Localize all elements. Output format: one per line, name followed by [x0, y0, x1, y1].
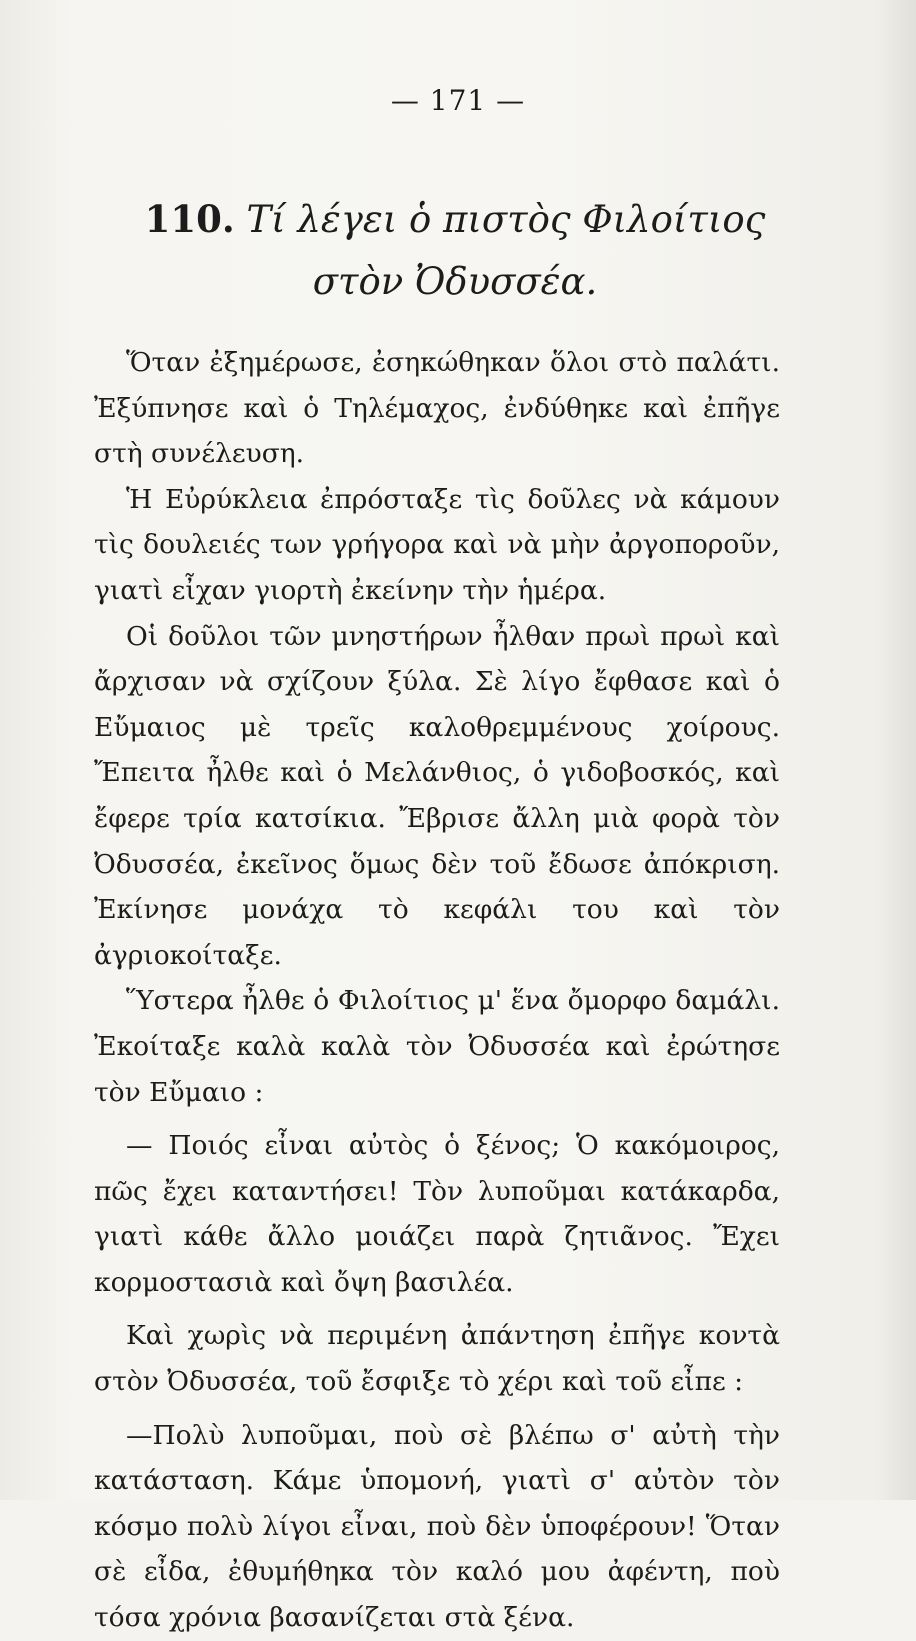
page-number: — 171 — [390, 84, 526, 117]
paragraph: Ὕστερα ἦλθε ὁ Φιλοίτιος μ' ἕνα ὄμορφο δαμάλι. Ἐκοίταξε καλὰ καλὰ τὸν Ὀδυσσέα καὶ ἐρώτησε τὸν Εὔμαιο : [94, 985, 780, 1108]
chapter-title-line-1 [110, 188, 800, 251]
chapter-title [110, 188, 800, 313]
paragraph: Καὶ χωρὶς νὰ περιμένη ἀπάντηση ἐπῆγε κοντὰ στὸν Ὀδυσσέα, τοῦ ἔσφιξε τὸ χέρι καὶ τοῦ εἶπε : [94, 1320, 780, 1398]
paragraph: Ἡ Εὐρύκλεια ἐπρόσταξε τὶς δοῦλες νὰ κάμουν τὶς δουλειές των γρήγορα καὶ νὰ μὴν ἀργοποροῦν, γιατὶ εἶχαν γιορτὴ ἐκείνην τὴν ἡμέρα. [94, 483, 780, 606]
dialogue-paragraph: — Ποιός εἶναι αὐτὸς ὁ ξένος; Ὁ κακόμοιρος, πῶς ἔχει καταντήσει! Τὸν λυποῦμαι κατάκαρδα, γιατὶ κάθε ἄλλο μοιάζει παρὰ ζητιᾶνος. Ἔχει κορμοστασιὰ καὶ ὄψη βασιλέα. [94, 1130, 780, 1298]
chapter-number: 110. [144, 197, 235, 241]
chapter-title-line-2: στὸν Ὀδυσσέα. [312, 260, 598, 303]
paragraph: Οἱ δοῦλοι τῶν μνηστήρων ἦλθαν πρωὶ πρωὶ καὶ ἄρχισαν νὰ σχίζουν ξύλα. Σὲ λίγο ἔφθασε καὶ ὁ Εὔμαιος μὲ τρεῖς καλοθρεμμένους χοίρους. Ἔπειτα ἦλθε καὶ ὁ Μελάνθιος, ὁ γιδοβοσκός, καὶ ἔφερε τρία κατσίκια. Ἔβρισε ἄλλη μιὰ φορὰ τὸν Ὀδυσσέα, ἐκεῖνος ὅμως δὲν τοῦ ἔδωσε ἀπόκριση. Ἐκίνησε μονάχα τὸ κεφάλι του καὶ τὸν ἀγριοκοίταξε. [94, 620, 780, 971]
chapter-title-text: Τί λέγει ὁ πιστὸς Φιλοίτιος [246, 198, 766, 241]
dialogue-paragraph: —Πολὺ λυποῦμαι, ποὺ σὲ βλέπω σ' αὐτὴ τὴν κατάσταση. Κάμε ὑπομονή, γιατὶ σ' αὐτὸν τὸν κόσμο πολὺ λίγοι εἶναι, ποὺ δὲν ὑποφέρουν! Ὅταν σὲ εἶδα, ἐθυμήθηκα τὸν καλό μου ἀφέντη, ποὺ τόσα χρόνια βασανίζεται στὰ ξένα. [94, 1419, 780, 1634]
body-text [94, 340, 780, 1641]
paragraph: Ὅταν ἐξημέρωσε, ἐσηκώθηκαν ὅλοι στὸ παλάτι. Ἐξύπνησε καὶ ὁ Τηλέμαχος, ἐνδύθηκε καὶ ἐπῆγε στὴ συνέλευση. [94, 347, 780, 470]
page-edge-shadow [876, 0, 916, 1500]
